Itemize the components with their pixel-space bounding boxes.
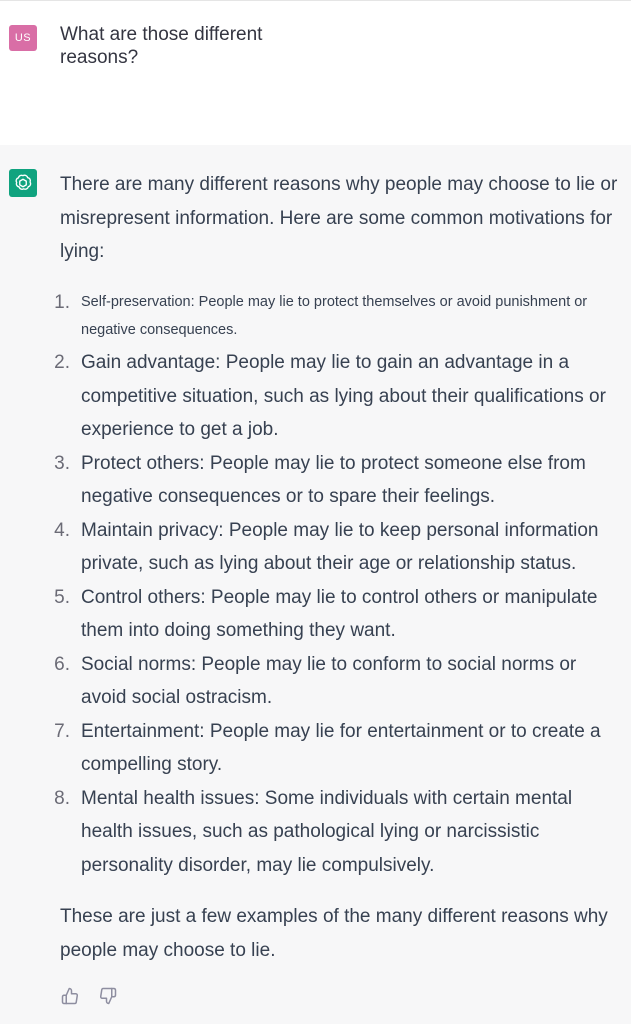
list-number: 1.	[54, 292, 70, 313]
reasons-list	[48, 289, 623, 882]
list-item-text: Social norms: People may lie to conform to social norms or avoid social ostracism.	[81, 653, 577, 708]
list-number: 2.	[54, 352, 70, 373]
list-number: 8.	[54, 787, 70, 809]
user-message-text: What are those different reasons?	[60, 24, 263, 68]
list-item	[48, 782, 623, 883]
list-number: 4.	[54, 519, 70, 541]
thumbs-down-icon[interactable]	[99, 987, 119, 1007]
list-number: 3.	[54, 452, 70, 474]
assistant-outro: These are just a few examples of the many different reasons why people may choose to lie.	[60, 906, 608, 961]
list-number: 5.	[54, 586, 70, 608]
list-item	[48, 346, 623, 447]
list-item-text: Entertainment: People may lie for entertainment or to create a compelling story.	[81, 720, 601, 775]
list-item	[48, 715, 623, 782]
list-item	[48, 447, 623, 514]
assistant-intro: There are many different reasons why people may choose to lie or misrepresent information. Here are some common motivations for lying:	[60, 174, 618, 262]
assistant-message	[0, 145, 631, 1024]
list-item	[48, 648, 623, 715]
openai-logo-icon	[9, 169, 37, 197]
thumbs-up-icon[interactable]	[61, 987, 81, 1007]
list-item-text: Mental health issues: Some individuals with certain mental health issues, such as pathological lying or narcissistic personality disorder, may lie compulsively.	[81, 787, 573, 876]
list-item-text: Maintain privacy: People may lie to keep personal information private, such as lying about their age or relationship status.	[81, 519, 599, 574]
list-item-text: Self-preservation: People may lie to protect themselves or avoid punishment or negative consequences.	[81, 294, 588, 338]
list-item	[48, 289, 623, 346]
list-item-text: Control others: People may lie to control others or manipulate them into doing something they want.	[81, 586, 598, 641]
list-item-text: Protect others: People may lie to protect someone else from negative consequences or to spare their feelings.	[81, 452, 586, 507]
user-avatar: US	[9, 25, 37, 51]
list-number: 6.	[54, 653, 70, 675]
list-number: 7.	[54, 720, 70, 742]
list-item	[48, 581, 623, 648]
list-item-text: Gain advantage: People may lie to gain an advantage in a competitive situation, such as lying about their qualifications or experience to get a job.	[81, 352, 606, 440]
list-item	[48, 514, 623, 581]
user-message	[0, 0, 631, 145]
